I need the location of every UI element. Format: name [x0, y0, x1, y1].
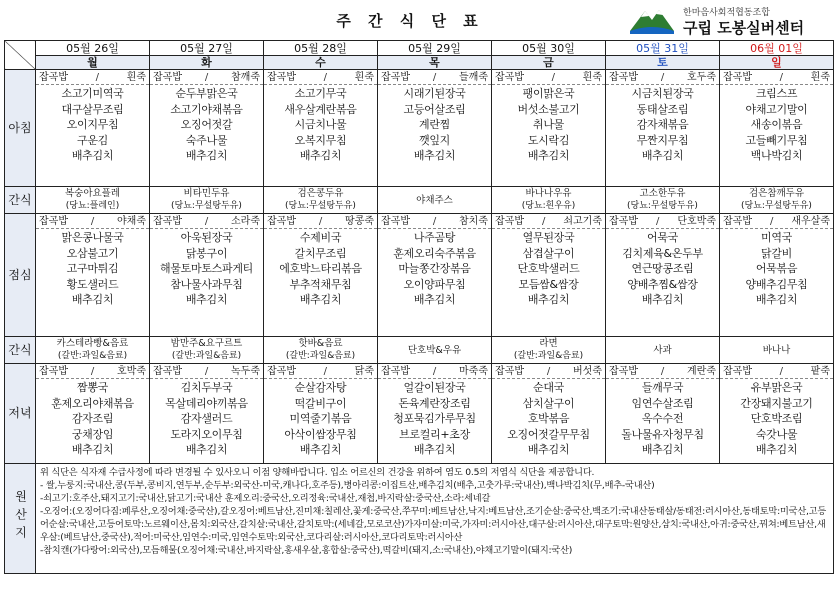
rice-label: 잡곡밥: [153, 366, 182, 377]
snack-item: 야채주스: [416, 194, 453, 206]
dish-item: 김치두부국: [180, 381, 233, 394]
rice-label: 잡곡밥: [723, 72, 752, 83]
dish-item: 배추김치: [641, 149, 684, 162]
dish-item: 시금치된장국: [631, 87, 694, 100]
breakfast-cell-sun: [720, 70, 834, 187]
separator-slash: /: [779, 366, 784, 377]
porridge-label: 참치죽: [459, 216, 488, 227]
dish-item: 새우살계란볶음: [284, 102, 357, 116]
separator-slash: /: [318, 216, 323, 227]
porridge-label: 쇠고기죽: [563, 216, 602, 227]
rice-label: 잡곡밥: [495, 72, 524, 83]
porridge-label: 땅콩죽: [345, 216, 374, 227]
snack-diabetic-option: (당뇨:무설탕두유): [171, 201, 242, 211]
lunch-cell-sat: [606, 214, 720, 337]
mountain-logo-icon: [629, 5, 675, 35]
dish-item: 맑은콩나물국: [61, 231, 124, 244]
dish-item: 숙갓나물: [755, 427, 798, 441]
dish-item: 청포묵김가루무침: [393, 412, 476, 425]
notes-line: 위 식단은 식자재 수급사정에 따라 변경될 수 있사오니 이점 양해바랍니다. 입소 어르신의 건강을 위하여 염도 0.5의 저염식 식단을 제공합니다.: [40, 467, 595, 478]
dish-item: 배추김치: [641, 293, 684, 306]
date-row: [5, 41, 834, 56]
dish-item: 배추김치: [185, 293, 228, 306]
weekday-sun: 일: [720, 56, 834, 70]
lunch-cell-wed: [264, 214, 378, 337]
origin-notes: [36, 464, 834, 574]
breakfast-cell-thu: [378, 70, 492, 187]
dish-item: 마늘쫑간장볶음: [398, 262, 471, 275]
lunch-cell-thu: [378, 214, 492, 337]
snack2-cell-wed: [264, 337, 378, 364]
snack-diabetic-option: (당뇨:무설탕두유): [627, 201, 698, 211]
dish-item: 순대국: [533, 381, 564, 394]
dish-item: 도시락김: [527, 133, 570, 147]
rice-label: 잡곡밥: [39, 216, 68, 227]
meal-label-snack2: 간식: [5, 337, 36, 364]
dish-item: 버섯소불고기: [517, 102, 580, 116]
dish-item: 배추김치: [527, 293, 570, 306]
dish-item: 동태살조림: [636, 102, 689, 116]
dish-item: 닭봉구이: [185, 246, 228, 260]
rice-label: 잡곡밥: [495, 216, 524, 227]
separator-slash: /: [204, 72, 209, 83]
dish-item: 해물토마토스파게티: [160, 262, 253, 275]
porridge-label: 소라죽: [231, 216, 260, 227]
dinner-cell-fri: [492, 364, 606, 464]
dish-item: 숙주나물: [185, 133, 228, 147]
weekday-wed: 수: [264, 56, 378, 70]
snack-diabetic-option: (당뇨:무설탕두유): [741, 201, 812, 211]
porridge-label: 팥죽: [810, 366, 830, 377]
org-logo: [625, 3, 835, 39]
separator-slash: /: [323, 72, 328, 83]
porridge-label: 버섯죽: [573, 366, 602, 377]
dish-item: 배추김치: [71, 293, 114, 306]
separator-slash: /: [432, 72, 437, 83]
dish-item: 얼갈이된장국: [403, 381, 466, 394]
porridge-label: 흰죽: [582, 72, 602, 83]
rice-label: 잡곡밥: [381, 216, 410, 227]
separator-slash: /: [323, 366, 328, 377]
porridge-label: 흰죽: [126, 72, 146, 83]
dish-item: 부추적채무침: [289, 277, 352, 291]
snack2-cell-sat: [606, 337, 720, 364]
dinner-cell-mon: [36, 364, 150, 464]
snack-item: 카스테라빵&음료: [56, 338, 129, 349]
page-title: 주 간 식 단 표: [336, 12, 484, 30]
porridge-label: 들깨죽: [459, 72, 488, 83]
dish-item: 간장돼지불고기: [740, 396, 813, 410]
separator-slash: /: [655, 216, 660, 227]
dish-item: 고등어살조림: [403, 102, 466, 116]
dish-item: 나주곰탕: [413, 231, 456, 244]
rice-porridge-line: [606, 215, 719, 229]
dish-item: 오징어젓갈: [180, 118, 233, 131]
separator-slash: /: [660, 72, 665, 83]
weekly-menu-table: [4, 40, 834, 574]
org-name-small: 한마음사회적협동조합: [683, 8, 770, 18]
rice-porridge-line: [720, 365, 833, 379]
weekday-fri: 금: [492, 56, 606, 70]
rice-label: 잡곡밥: [723, 366, 752, 377]
snack-item: 핫바&음료: [298, 338, 343, 349]
dish-item: 소고기무국: [294, 87, 347, 100]
rice-label: 잡곡밥: [495, 366, 524, 377]
dish-item: 참나물사과무침: [170, 277, 243, 291]
header: [0, 0, 835, 40]
dish-item: 배추김치: [299, 443, 342, 456]
separator-slash: /: [769, 216, 774, 227]
dish-item: 연근땅콩조림: [631, 262, 694, 275]
dish-item: 모듬쌈&쌈장: [518, 277, 579, 291]
dish-item: 열무된장국: [522, 231, 575, 244]
rice-porridge-line: [606, 365, 719, 379]
dish-item: 시금치나물: [294, 118, 347, 131]
dish-item: 무짠지무침: [636, 133, 689, 147]
dish-item: 배추김치: [299, 293, 342, 306]
dish-item: 소고기미역국: [61, 87, 124, 100]
rice-label: 잡곡밥: [267, 72, 296, 83]
snack-item: 바나나: [762, 344, 791, 356]
snack-item: 밤만주&요구르트: [170, 338, 243, 349]
breakfast-cell-sat: [606, 70, 720, 187]
dish-item: 구운김: [77, 133, 108, 147]
dish-item: 단호박샐러드: [517, 262, 580, 275]
dish-item: 훈제오리야채볶음: [51, 396, 134, 410]
dish-item: 대구살무조림: [61, 102, 124, 116]
porridge-label: 흰죽: [354, 72, 374, 83]
rice-label: 잡곡밥: [153, 216, 182, 227]
snack2-row: [5, 337, 834, 364]
dish-item: 계란찜: [419, 118, 450, 131]
dish-item: 오징어젓갈무무침: [507, 427, 590, 441]
rice-porridge-line: [36, 215, 149, 229]
snack2-cell-thu: [378, 337, 492, 364]
snack-item: 고소한두유: [639, 188, 686, 199]
dinner-cell-sat: [606, 364, 720, 464]
snack1-cell-sat: [606, 187, 720, 214]
separator-slash: /: [204, 216, 209, 227]
dish-item: 브로컬리+초장: [399, 427, 470, 441]
dish-item: 오삼불고기: [66, 246, 119, 260]
date-mon: 05월 26일: [36, 41, 150, 56]
dish-item: 에호박느타리볶음: [279, 262, 362, 275]
porridge-label: 야채죽: [117, 216, 146, 227]
dish-item: 순살감자탕: [294, 381, 347, 394]
dish-item: 아삭이쌈장무침: [284, 427, 357, 441]
separator-slash: /: [90, 216, 95, 227]
dish-item: 배추김치: [413, 149, 456, 162]
dish-item: 감자조림: [71, 412, 114, 425]
dish-item: 김치제육&온두부: [622, 246, 703, 260]
date-sun: 06월 01일: [720, 41, 834, 56]
dish-item: 백나박김치: [750, 149, 803, 162]
snack-item: 사과: [653, 344, 672, 356]
dish-item: 유부맑은국: [750, 381, 803, 394]
dish-item: 단호박조림: [750, 412, 803, 425]
lunch-row: [5, 214, 834, 337]
dish-item: 떡갈비구이: [294, 396, 347, 410]
porridge-label: 녹두죽: [231, 366, 260, 377]
rice-label: 잡곡밥: [267, 216, 296, 227]
org-name-big: 구립 도봉실버센터: [683, 19, 805, 37]
dish-item: 훈제오리숙주볶음: [393, 246, 476, 260]
notes-line: - 쌀,누룽지:국내산,콩(두부,콩비지,연두부,순두부:외국산-미국,캐나다,호주등),병아리콩:이집트산,배추김치(배추,고춧가루:국내산),백나박김치(무,배추-국내산): [40, 480, 655, 491]
dish-item: 양배추찜&쌈장: [627, 277, 698, 291]
porridge-label: 흰죽: [810, 72, 830, 83]
dish-item: 목살데리야끼볶음: [165, 396, 248, 410]
notes-line: -쇠고기:호주산,돼지고기:국내산,닭고기:국내산 훈제오리:중국산,오리정육:국내산,재첩,바지락살:중국산,소라:세네갈: [40, 493, 491, 504]
rice-porridge-line: [36, 71, 149, 85]
dish-item: 배추김치: [755, 293, 798, 306]
weekday-row: [5, 56, 834, 70]
porridge-label: 참깨죽: [231, 72, 260, 83]
meal-label-notes: [5, 464, 36, 574]
rice-porridge-line: [606, 71, 719, 85]
dish-item: 닭갈비: [761, 246, 792, 260]
notes-row: [5, 464, 834, 574]
weekday-sat: 토: [606, 56, 720, 70]
dish-item: 황도샐러드: [66, 277, 119, 291]
rice-label: 잡곡밥: [609, 72, 638, 83]
dish-item: 궁채장임: [71, 427, 114, 441]
date-wed: 05월 28일: [264, 41, 378, 56]
notes-label-text: 원산지: [13, 490, 28, 544]
rice-label: 잡곡밥: [381, 72, 410, 83]
snack1-row: [5, 187, 834, 214]
dish-item: 고구마튀김: [66, 262, 119, 275]
dish-item: 도라지오이무침: [170, 427, 243, 441]
dish-item: 배추김치: [527, 443, 570, 456]
separator-slash: /: [90, 366, 95, 377]
rice-label: 잡곡밥: [609, 366, 638, 377]
breakfast-cell-tue: [150, 70, 264, 187]
dish-item: 시래기된장국: [403, 87, 466, 100]
snack-diabetic-option: (당뇨:플레인): [65, 201, 120, 211]
porridge-label: 마죽죽: [459, 366, 488, 377]
rice-label: 잡곡밥: [39, 72, 68, 83]
porridge-label: 호두죽: [687, 72, 716, 83]
rice-porridge-line: [720, 215, 833, 229]
separator-slash: /: [660, 366, 665, 377]
porridge-label: 닭죽: [354, 366, 374, 377]
rice-porridge-line: [492, 365, 605, 379]
notes-line: -오징어:(오징어다짐:페루산,오징어채:중국산),갈오징어:베트남산,진미채:칠레산,꽃게:중국산,쭈꾸미:베트남산,낙지:베트남산,조기순살:중국산,백조기:국내산동태살/동태전:러시아산,동태토막:미국산,고등어순살:국내산,고등어토막:노르웨이산,몸치:외국산,갈치살:국내산,갈치토막:(세네갈,모로코산)가자미살:미국,가자미:러시아산,대구살:러시아산,대구토막:원양산,삼치:국내산,아귀:중국산,꿔쳐:베트남산,새우살:(베트남산,중국산),적어:미국산,임연수:미국,임연수토막:외국산,코다리살:러시아산,코다리토막:러시아산: [40, 506, 827, 543]
notes-line: -참치캔(가다랑어:외국산),모듬해물(오징어채:국내산,바지락살,홍새우살,홍합살:중국산),떡갈비(돼지,소:국내산),야채고기말이(돼지:국산): [40, 545, 573, 556]
porridge-label: 새우살죽: [791, 216, 830, 227]
dish-item: 배추김치: [413, 443, 456, 456]
separator-slash: /: [432, 216, 437, 227]
dish-item: 수제비국: [299, 231, 342, 244]
dish-item: 돌나물유자청무침: [621, 427, 704, 441]
snack-diabetic-option: (갈반:과일&음료): [513, 351, 584, 361]
dish-item: 배추김치: [413, 293, 456, 306]
weekday-thu: 목: [378, 56, 492, 70]
snack1-cell-sun: [720, 187, 834, 214]
separator-slash: /: [779, 72, 784, 83]
snack2-cell-fri: [492, 337, 606, 364]
dish-item: 팽이맑은국: [522, 87, 575, 100]
dish-item: 크림스프: [755, 87, 798, 100]
dish-item: 옥수수전: [641, 412, 684, 425]
snack-item: 단호박&우유: [407, 344, 462, 356]
snack1-cell-tue: [150, 187, 264, 214]
weekday-mon: 월: [36, 56, 150, 70]
separator-slash: /: [546, 366, 551, 377]
snack-item: 비타민두유: [183, 188, 230, 199]
date-fri: 05월 30일: [492, 41, 606, 56]
snack-diabetic-option: (갈반:과일&음료): [57, 351, 128, 361]
rice-label: 잡곡밥: [267, 366, 296, 377]
meal-label-dinner: 저녁: [5, 364, 36, 464]
snack-item: 복숭아요플레: [64, 188, 121, 199]
dish-item: 짬뽕국: [77, 381, 108, 394]
dish-item: 감자샐러드: [180, 412, 233, 425]
breakfast-cell-wed: [264, 70, 378, 187]
dish-item: 배추김치: [755, 443, 798, 456]
rice-porridge-line: [492, 71, 605, 85]
date-tue: 05월 27일: [150, 41, 264, 56]
snack1-cell-fri: [492, 187, 606, 214]
snack-diabetic-option: (당뇨:흰우유): [521, 201, 576, 211]
snack-diabetic-option: (갈반:과일&음료): [285, 351, 356, 361]
dish-item: 배추김치: [71, 149, 114, 162]
dish-item: 아욱된장국: [180, 231, 233, 244]
dish-item: 들깨무국: [641, 381, 684, 394]
dinner-cell-thu: [378, 364, 492, 464]
dish-item: 임연수살조림: [631, 396, 694, 410]
snack-item: 검은참깨두유: [748, 188, 805, 199]
dish-item: 갈치무조림: [294, 246, 347, 260]
dish-item: 오복지무침: [294, 133, 347, 147]
meal-label-snack1: 간식: [5, 187, 36, 214]
rice-porridge-line: [150, 71, 263, 85]
rice-label: 잡곡밥: [609, 216, 638, 227]
dish-item: 깻잎지: [419, 133, 450, 147]
dish-item: 소고기야채볶음: [170, 102, 243, 116]
dish-item: 새송이볶음: [750, 118, 803, 131]
dish-item: 취나물: [533, 118, 564, 131]
rice-porridge-line: [264, 365, 377, 379]
dish-item: 돈육계란장조림: [398, 396, 471, 410]
lunch-cell-mon: [36, 214, 150, 337]
snack2-cell-sun: [720, 337, 834, 364]
rice-label: 잡곡밥: [39, 366, 68, 377]
dinner-cell-sun: [720, 364, 834, 464]
rice-label: 잡곡밥: [723, 216, 752, 227]
snack-item: 바나나우유: [525, 188, 572, 199]
dinner-cell-wed: [264, 364, 378, 464]
dish-item: 배추김치: [71, 443, 114, 456]
dish-item: 어묵국: [647, 231, 678, 244]
rice-porridge-line: [264, 71, 377, 85]
corner-cell: [5, 41, 36, 70]
dish-item: 야채고기말이: [745, 102, 808, 116]
dish-item: 감자채볶음: [636, 118, 689, 131]
separator-slash: /: [432, 366, 437, 377]
snack1-cell-thu: [378, 187, 492, 214]
dish-item: 배추김치: [527, 149, 570, 162]
dish-item: 어묵볶음: [755, 262, 798, 275]
snack-diabetic-option: (당뇨:무설탕두유): [285, 201, 356, 211]
separator-slash: /: [551, 72, 556, 83]
dish-item: 삼겹살구이: [522, 246, 575, 260]
dish-item: 배추김치: [299, 149, 342, 162]
separator-slash: /: [95, 72, 100, 83]
dish-item: 순두부맑은국: [175, 87, 238, 100]
lunch-cell-tue: [150, 214, 264, 337]
snack2-cell-mon: [36, 337, 150, 364]
dinner-cell-tue: [150, 364, 264, 464]
breakfast-cell-fri: [492, 70, 606, 187]
dish-item: 배추김치: [185, 149, 228, 162]
dish-item: 오이양파무침: [403, 277, 466, 291]
porridge-label: 계란죽: [687, 366, 716, 377]
snack-diabetic-option: (갈반:과일&음료): [171, 351, 242, 361]
separator-slash: /: [541, 216, 546, 227]
date-thu: 05월 29일: [378, 41, 492, 56]
snack2-cell-tue: [150, 337, 264, 364]
rice-porridge-line: [150, 365, 263, 379]
snack1-cell-wed: [264, 187, 378, 214]
weekday-tue: 화: [150, 56, 264, 70]
dish-item: 오이지무침: [66, 118, 119, 131]
meal-label-breakfast: 아침: [5, 70, 36, 187]
date-sat: 05월 31일: [606, 41, 720, 56]
rice-porridge-line: [36, 365, 149, 379]
rice-porridge-line: [378, 215, 491, 229]
meal-label-lunch: 점심: [5, 214, 36, 337]
rice-porridge-line: [378, 71, 491, 85]
rice-porridge-line: [150, 215, 263, 229]
dish-item: 삼치살구이: [522, 396, 575, 410]
breakfast-row: [5, 70, 834, 187]
dish-item: 양배추김무침: [745, 277, 808, 291]
dish-item: 배추김치: [185, 443, 228, 456]
dish-item: 미역줄기볶음: [289, 412, 352, 425]
lunch-cell-fri: [492, 214, 606, 337]
dish-item: 호박볶음: [527, 412, 570, 425]
rice-porridge-line: [264, 215, 377, 229]
porridge-label: 단호박죽: [677, 216, 716, 227]
snack1-cell-mon: [36, 187, 150, 214]
snack-item: 라면: [539, 338, 558, 349]
dish-item: 미역국: [761, 231, 792, 244]
rice-label: 잡곡밥: [153, 72, 182, 83]
lunch-cell-sun: [720, 214, 834, 337]
breakfast-cell-mon: [36, 70, 150, 187]
snack-item: 검은콩두유: [297, 188, 344, 199]
rice-porridge-line: [720, 71, 833, 85]
porridge-label: 호박죽: [117, 366, 146, 377]
rice-porridge-line: [378, 365, 491, 379]
rice-porridge-line: [492, 215, 605, 229]
dish-item: 고들빼기무침: [745, 133, 808, 147]
dish-item: 배추김치: [641, 443, 684, 456]
separator-slash: /: [204, 366, 209, 377]
dinner-row: [5, 364, 834, 464]
rice-label: 잡곡밥: [381, 366, 410, 377]
